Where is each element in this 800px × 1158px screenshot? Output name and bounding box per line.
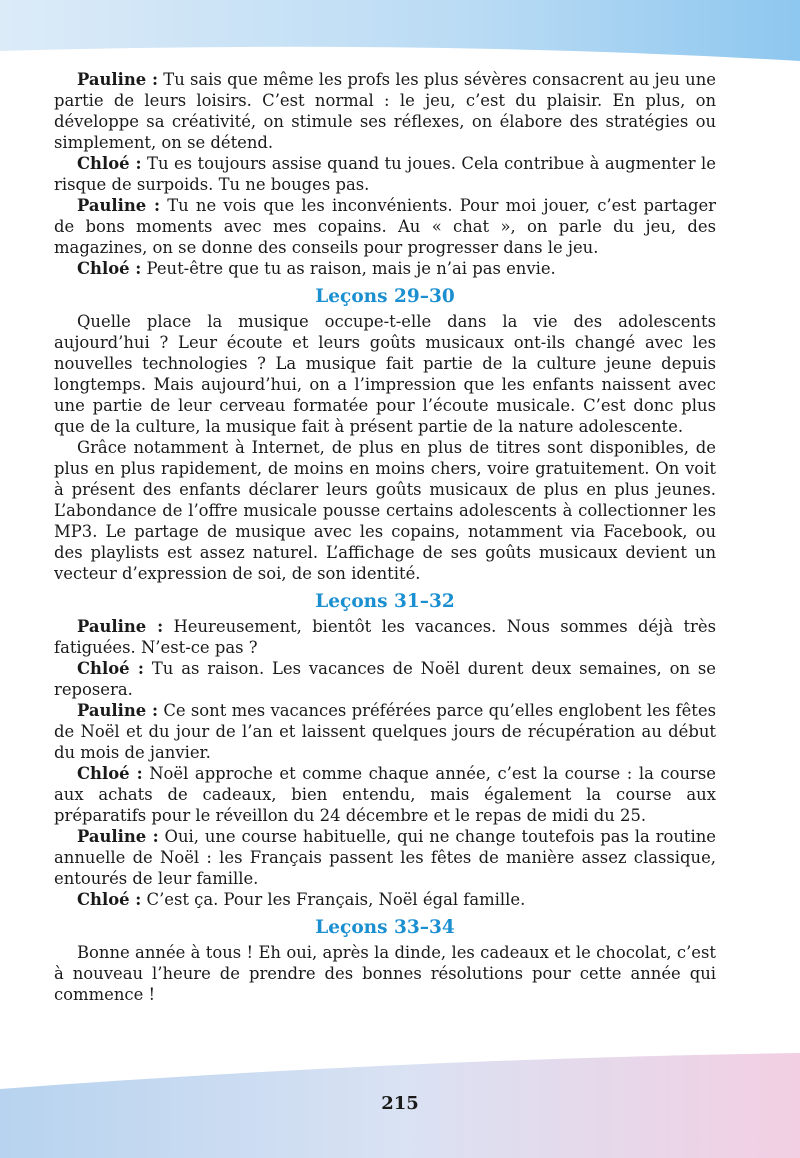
section-lecons-33-34 [54,917,716,1005]
speaker-name: Chloé : [77,154,142,173]
dialogue-section-games [54,69,716,279]
speaker-name: Chloé : [77,659,144,678]
paragraph-text: Heureusement, bientôt les vacances. Nous sommes déjà très fatiguées. N’est-ce pas ? [54,617,716,657]
paragraph-text: Tu as raison. Les vacances de Noël durent deux semaines, on se reposera. [54,659,717,699]
section-heading: Leçons 31–32 [315,591,455,612]
dialogue-paragraph [54,826,716,889]
dialogue-paragraph [54,700,716,763]
section-heading: Leçons 29–30 [315,286,455,307]
paragraph-text: Tu sais que même les profs les plus sévères consacrent au jeu une partie de leurs loisirs. C’est normal : le jeu, c’est du plaisir. En plus, on développe sa créativité, on stimule ses réflexes, on élabore des stratégies ou simplement, on se détend. [54,70,716,152]
dialogue-paragraph [54,258,716,279]
paragraph-text: Ce sont mes vacances préférées parce qu’elles englobent les fêtes de Noël et du jour de l’an et laissent quelques jours de récupération au début du mois de janvier. [54,701,717,762]
speaker-name: Chloé : [77,764,143,783]
page-number: 215 [381,1093,419,1114]
text-paragraph: Bonne année à tous ! Eh oui, après la dinde, les cadeaux et le chocolat, c’est à nouveau l’heure de prendre des bonnes résolutions pour cette année qui commence ! [54,943,716,1004]
paragraph-text: Oui, une course habituelle, qui ne change toutefois pas la routine annuelle de Noël : les Français passent les fêtes de manière assez classique, entourés de leur famille. [54,827,716,888]
top-decorative-band [0,0,800,70]
dialogue-paragraph [54,763,716,826]
paragraph-text: Tu ne vois que les inconvénients. Pour moi jouer, c’est partager de bons moments avec mes copains. Au « chat », on parle du jeu, des magazines, on se donne des conseils pour progresser dans le jeu. [54,196,716,257]
page-content [54,69,716,1005]
text-paragraph: Quelle place la musique occupe-t-elle dans la vie des adolescents aujourd’hui ? Leur écoute et leurs goûts musicaux ont-ils changé avec les nouvelles technologies ? La musique fait partie de la culture jeune depuis longtemps. Mais aujourd’hui, on a l’impression que les enfants naissent avec une partie de leur cerveau formatée pour l’écoute musicale. C’est donc plus que de la culture, la musique fait à présent partie de la nature adolescente. [54,312,716,436]
speaker-name: Pauline : [77,70,159,89]
dialogue-paragraph [54,153,716,195]
speaker-name: Pauline : [77,617,164,636]
section-lecons-31-32 [54,591,716,910]
speaker-name: Pauline : [77,827,159,846]
speaker-name: Pauline : [77,701,159,720]
paragraph-text: Tu es toujours assise quand tu joues. Cela contribue à augmenter le risque de surpoids. Tu ne bouges pas. [54,154,716,194]
dialogue-paragraph [54,616,716,658]
paragraph-text: Peut-être que tu as raison, mais je n’ai pas envie. [141,259,556,278]
dialogue-paragraph [54,195,716,258]
dialogue-paragraph [54,69,716,153]
text-paragraph: Grâce notamment à Internet, de plus en plus de titres sont disponibles, de plus en plus rapidement, de moins en moins chers, voire gratuitement. On voit à présent des enfants déclarer leurs goûts musicaux de plus en plus jeunes. L’abondance de l’offre musicale pousse certains adolescents à collectionner les MP3. Le partage de musique avec les copains, notamment via Facebook, ou des playlists est assez naturel. L’affichage de ses goûts musicaux devient un vecteur d’expression de soi, de son identité. [54,438,716,583]
section-heading: Leçons 33–34 [315,917,455,938]
section-lecons-29-30 [54,286,716,584]
paragraph-text: C’est ça. Pour les Français, Noël égal famille. [141,890,526,909]
speaker-name: Chloé : [77,890,142,909]
dialogue-paragraph [54,889,716,910]
speaker-name: Pauline : [77,196,160,215]
dialogue-paragraph [54,658,716,700]
speaker-name: Chloé : [77,259,142,278]
paragraph-text: Noël approche et comme chaque année, c’est la course : la course aux achats de cadeaux, bien entendu, mais également la course aux préparatifs pour le réveillon du 24 décembre et le repas de midi du 25. [54,764,716,825]
